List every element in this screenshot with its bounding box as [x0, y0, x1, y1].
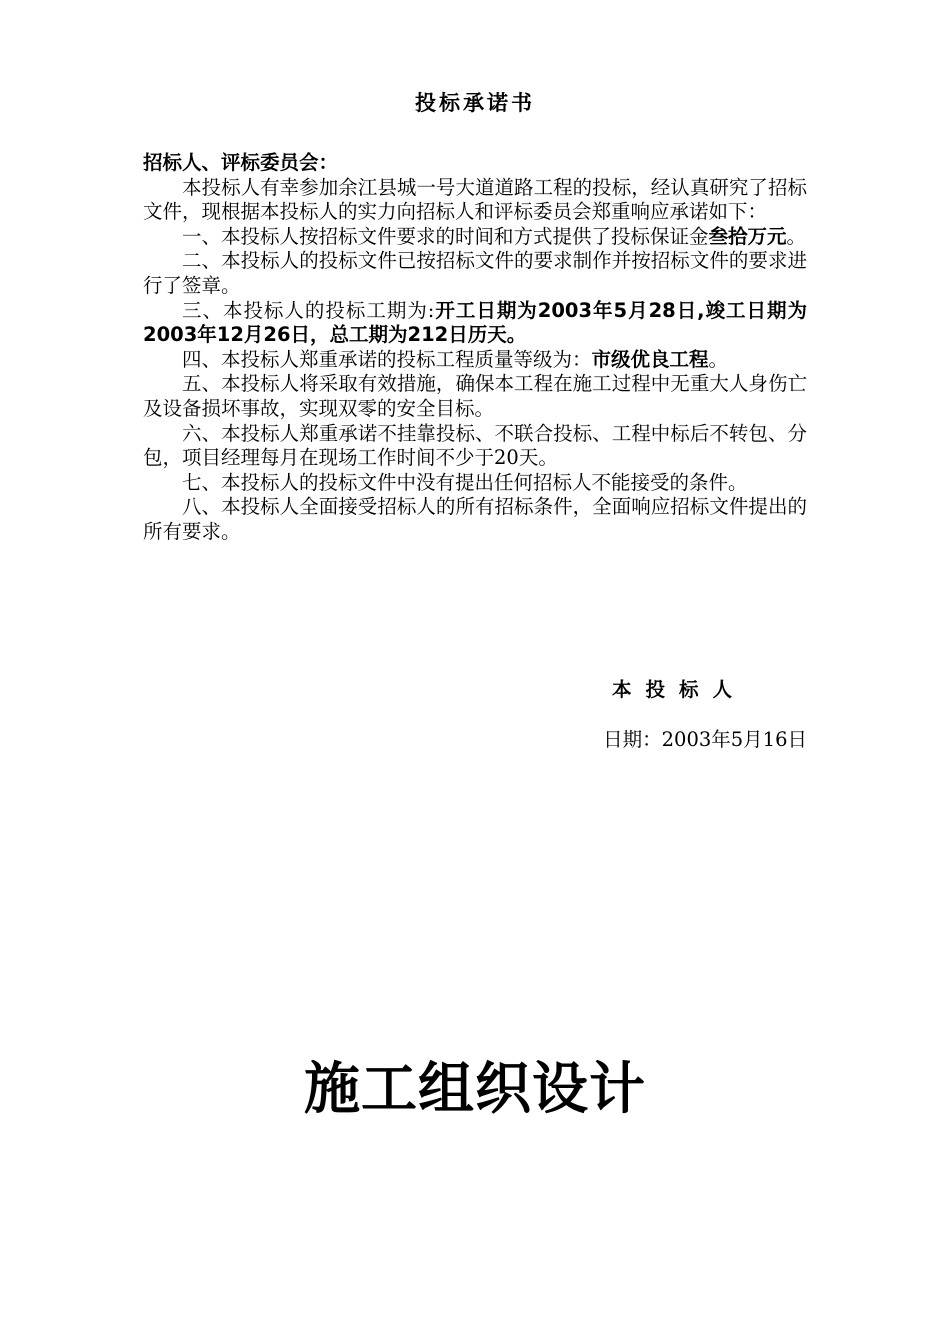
item-text: 八、本投标人全面接受招标人的所有招标条件，全面响应招标文件提出的所有要求。 — [143, 495, 807, 543]
commitment-item-1 — [143, 225, 807, 250]
section-title: 施工组织设计 — [304, 1057, 646, 1122]
item-bold-text: 市级优良工程 — [591, 347, 709, 371]
item-text: 一、本投标人按招标文件要求的时间和方式提供了投标保证金 — [182, 224, 709, 248]
commitment-item-6 — [143, 422, 807, 471]
item-text: 七、本投标人的投标文件中没有提出任何招标人不能接受的条件。 — [182, 470, 748, 494]
item-trailing-text: 。 — [708, 347, 729, 371]
commitment-item-7 — [143, 471, 807, 496]
commitment-item-8 — [143, 495, 807, 544]
document-body — [143, 151, 807, 545]
salutation: 招标人、评标委员会： — [143, 151, 339, 174]
item-text: 四、本投标人郑重承诺的投标工程质量等级为： — [182, 347, 592, 371]
commitment-item-4 — [143, 348, 807, 373]
signing-date: 日期：2003年5月16日 — [603, 728, 807, 751]
item-bold-text: 开工日期为2003年5月28日,竣工日期为2003年12月26日，总工期为212日历天。 — [143, 298, 808, 347]
commitment-item-2 — [143, 249, 807, 298]
document-title: 投标承诺书 — [415, 91, 535, 115]
item-bold-text: 叁拾万元 — [708, 224, 787, 248]
commitment-item-5 — [143, 372, 807, 421]
signer-label: 本投标人 — [612, 678, 747, 701]
item-text: 二、本投标人的投标文件已按招标文件的要求制作并按招标文件的要求进行了签章。 — [143, 249, 807, 297]
item-text: 六、本投标人郑重承诺不挂靠投标、不联合投标、工程中标后不转包、分包，项目经理每月在现场工作时间不少于20天。 — [143, 421, 807, 470]
item-text: 五、本投标人将采取有效措施，确保本工程在施工过程中无重大人身伤亡及设备损坏事故，实现双零的安全目标。 — [143, 372, 807, 420]
commitment-item-3 — [143, 299, 807, 348]
item-text: 三、本投标人的投标工期为: — [182, 298, 435, 322]
intro-paragraph: 本投标人有幸参加余江县城一号大道道路工程的投标，经认真研究了招标文件，现根据本投标人的实力向招标人和评标委员会郑重响应承诺如下： — [143, 175, 807, 224]
item-trailing-text: 。 — [786, 224, 807, 248]
